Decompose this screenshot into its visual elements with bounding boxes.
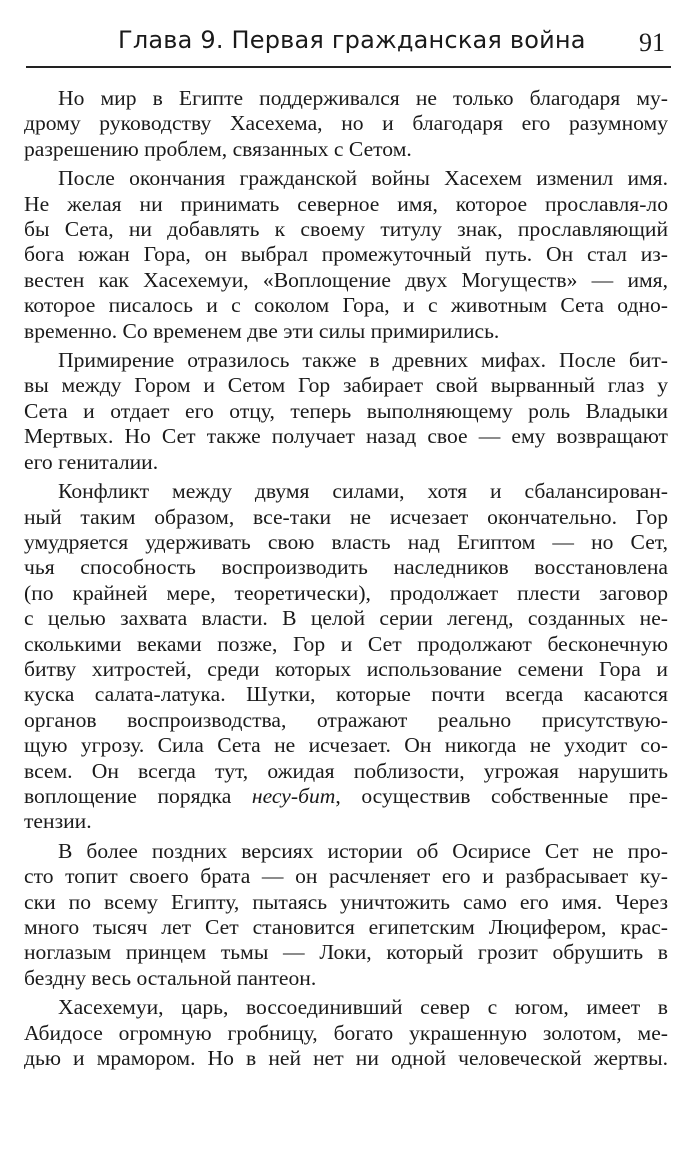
text-line: В более поздних версиях истории об Осирисе Сет не про- bbox=[58, 838, 668, 863]
text-line: бога южан Гора, он выбрал промежуточный путь. Он стал из- bbox=[24, 242, 668, 267]
text-line-with-term bbox=[24, 784, 668, 809]
paragraph-3 bbox=[24, 348, 668, 475]
text-line: временно. Со временем две эти силы примирились. bbox=[24, 318, 500, 343]
paragraph-2 bbox=[24, 166, 668, 344]
line-text-after-term: , осуществив собственные пре- bbox=[335, 783, 668, 808]
text-line: чья способность воспроизводить наследников восстановлена bbox=[24, 555, 668, 580]
text-line: Мертвых. Но Сет также получает назад свое — ему возвращают bbox=[24, 424, 668, 449]
chapter-title: Глава 9. Первая гражданская война bbox=[118, 26, 586, 54]
page-number: 91 bbox=[639, 28, 665, 57]
text-line: дрому руководству Хасехема, но и благодаря его разумному bbox=[24, 111, 668, 136]
text-line: После окончания гражданской войны Хасехем изменил имя. bbox=[58, 166, 668, 191]
text-line: ный таким образом, все-таки не исчезает окончательно. Гор bbox=[24, 504, 668, 529]
text-line: тензии. bbox=[24, 809, 92, 834]
text-line: умудряется удерживать свою власть над Египтом — но Сет, bbox=[24, 529, 668, 554]
text-line: вы между Гором и Сетом Гор забирает свой вырванный глаз у bbox=[24, 373, 668, 398]
body-text bbox=[24, 86, 668, 1075]
text-line: дью и мрамором. Но в ней нет ни одной человеческой жертвы. bbox=[24, 1046, 668, 1071]
text-line: Не желая ни принимать северное имя, которое прославля-ло bbox=[24, 191, 668, 216]
text-line: его гениталии. bbox=[24, 449, 159, 474]
text-line: всем. Он всегда тут, ожидая поблизости, угрожая нарушить bbox=[24, 758, 668, 783]
text-line: сто топит своего брата — он расчленяет его и разбрасывает ку- bbox=[24, 864, 668, 889]
text-line: щую угрозу. Сила Сета не исчезает. Он никогда не уходит со- bbox=[24, 733, 668, 758]
text-line: Но мир в Египте поддерживался не только благодаря му- bbox=[58, 86, 668, 110]
text-line: разрешению проблем, связанных с Сетом. bbox=[24, 136, 412, 161]
paragraph-4 bbox=[24, 479, 668, 835]
text-line: бездну весь остальной пантеон. bbox=[24, 965, 317, 990]
text-line: ски по всему Египту, пытаясь уничтожить само его имя. Через bbox=[24, 889, 668, 914]
text-line: (по крайней мере, теоретически), продолжает плести заговор bbox=[24, 580, 668, 605]
text-line: Хасехемуи, царь, воссоединивший север с югом, имеет в bbox=[58, 995, 668, 1020]
paragraph-6 bbox=[24, 995, 668, 1071]
paragraph-1 bbox=[24, 86, 668, 162]
text-line: Сета и отдает его отцу, теперь выполняющему роль Владыки bbox=[24, 398, 668, 423]
text-line: много тысяч лет Сет становится египетским Люцифером, крас- bbox=[24, 915, 668, 939]
line-text-before-term: воплощение порядка bbox=[24, 783, 232, 808]
text-line: сколькими веками позже, Гор и Сет продолжают бесконечную bbox=[24, 631, 668, 656]
text-line: с целью захвата власти. В целой серии легенд, созданных не- bbox=[24, 606, 668, 631]
text-line: вестен как Хасехемуи, «Воплощение двух Могуществ» — имя, bbox=[24, 267, 668, 292]
text-line: органов воспроизводства, отражают реально присутствую- bbox=[24, 707, 668, 732]
text-line: которое писалось и с соколом Гора, и с животным Сета одно- bbox=[24, 293, 668, 318]
italic-term: несу-бит bbox=[251, 783, 336, 808]
text-line: Абидосе огромную гробницу, богато украшенную золотом, ме- bbox=[24, 1020, 668, 1045]
text-line: ноглазым принцем тьмы — Локи, который грозит обрушить в bbox=[24, 940, 668, 965]
text-line: Примирение отразилось также в древних мифах. После бит- bbox=[58, 348, 668, 373]
text-line: куска салата-латука. Шутки, которые почти всегда касаются bbox=[24, 682, 668, 707]
text-line: битву хитростей, среди которых использование семени Гора и bbox=[24, 656, 668, 681]
paragraph-5 bbox=[24, 839, 668, 991]
running-header bbox=[26, 22, 671, 68]
text-line: Конфликт между двумя силами, хотя и сбалансирован- bbox=[58, 479, 668, 504]
text-line: бы Сета, ни добавлять к своему титулу знак, прославляющий bbox=[24, 217, 668, 242]
